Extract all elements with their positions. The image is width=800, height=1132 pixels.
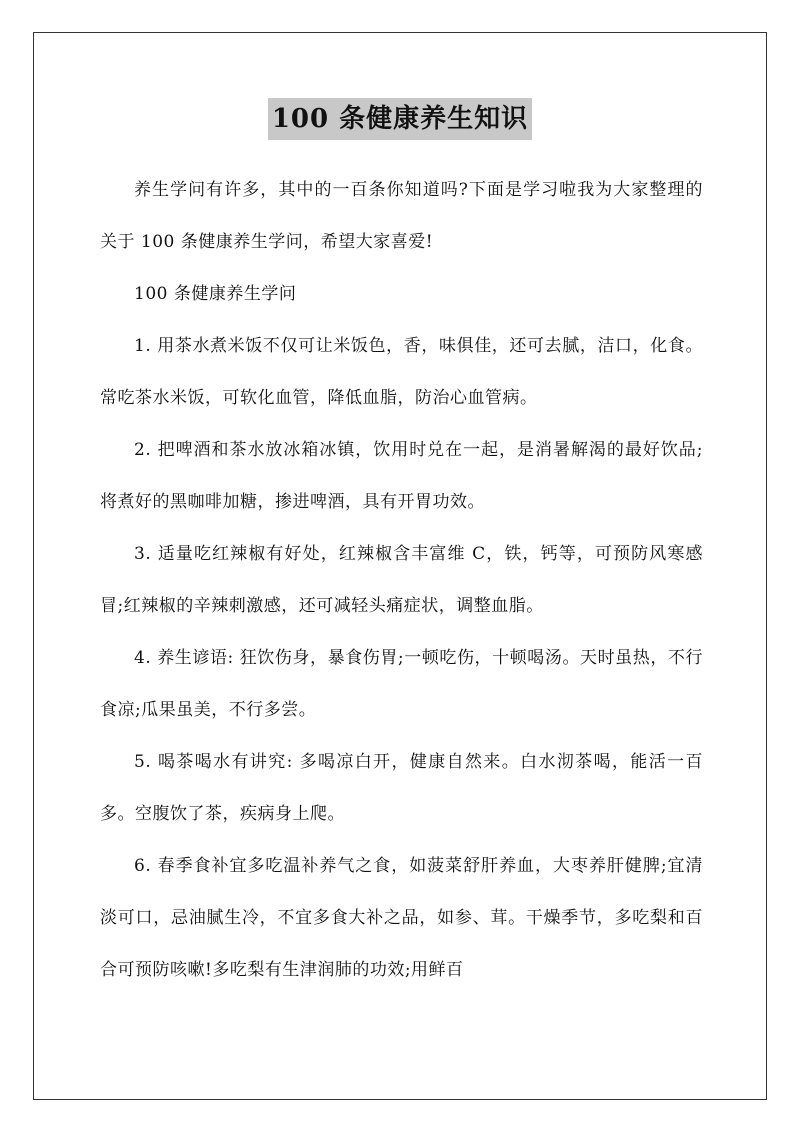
title-container — [0, 98, 800, 140]
item-1-paragraph: 1. 用茶水煮米饭不仅可让米饭色，香，味俱佳，还可去腻，洁口，化食。常吃茶水米饭，可软化血管，降低血脂，防治心血管病。 — [100, 336, 703, 408]
item-2-paragraph: 2. 把啤酒和茶水放冰箱冰镇，饮用时兑在一起，是消暑解渴的最好饮品;将煮好的黑咖啡加糖，掺进啤酒，具有开胃功效。 — [100, 440, 703, 512]
section-heading: 100 条健康养生学问 — [134, 284, 297, 304]
document-title: 100 条健康养生知识 — [268, 98, 532, 140]
item-4-paragraph: 4. 养生谚语: 狂饮伤身，暴食伤胃;一顿吃伤，十顿喝汤。天时虽热，不行食凉;瓜果虽美，不行多尝。 — [100, 648, 703, 720]
item-3-paragraph: 3. 适量吃红辣椒有好处，红辣椒含丰富维 C，铁，钙等，可预防风寒感冒;红辣椒的辛辣刺激感，还可减轻头痛症状，调整血脂。 — [100, 544, 703, 616]
item-5-paragraph: 5. 喝茶喝水有讲究: 多喝凉白开，健康自然来。白水沏茶喝，能活一百多。空腹饮了茶，疾病身上爬。 — [100, 752, 703, 824]
item-6-paragraph: 6. 春季食补宜多吃温补养气之食，如菠菜舒肝养血，大枣养肝健脾;宜清淡可口，忌油腻生冷，不宜多食大补之品，如参、茸。干燥季节，多吃梨和百合可预防咳嗽!多吃梨有生津润肺的功效;用鲜百 — [100, 856, 703, 980]
document-body — [100, 164, 703, 996]
intro-paragraph: 养生学问有许多，其中的一百条你知道吗?下面是学习啦我为大家整理的关于 100 条健康养生学问，希望大家喜爱! — [100, 180, 703, 252]
